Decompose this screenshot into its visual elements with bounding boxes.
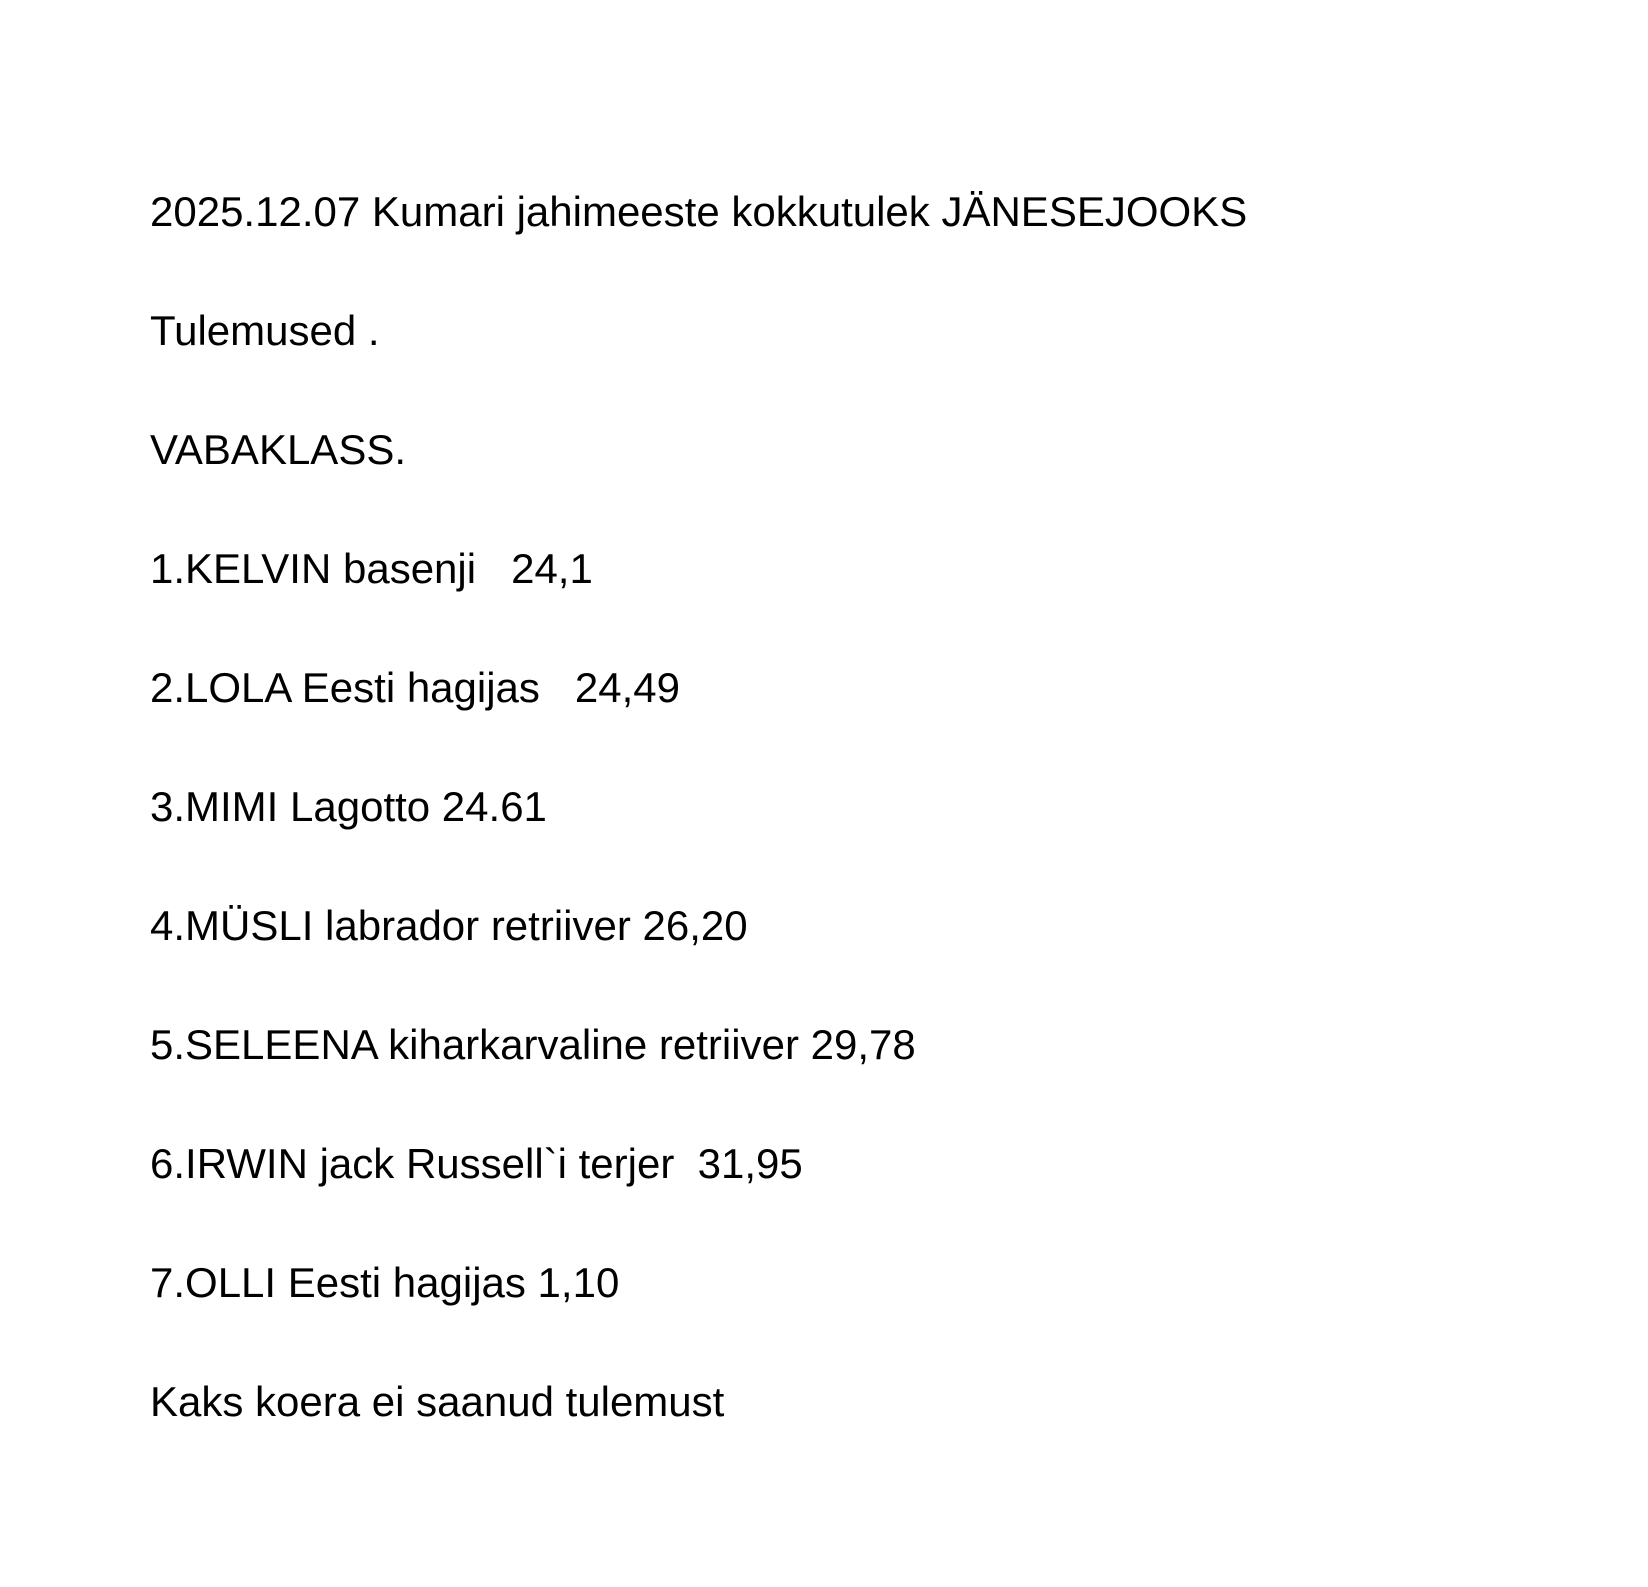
result-item-3: 3.MIMI Lagotto 24.61 xyxy=(150,783,547,830)
result-item-4: 4.MÜSLI labrador retriiver 26,20 xyxy=(150,902,748,949)
results-subtitle: Tulemused . xyxy=(150,307,380,354)
result-item-1: 1.KELVIN basenji 24,1 xyxy=(150,545,593,592)
results-document xyxy=(150,188,1590,1497)
document-title: 2025.12.07 Kumari jahimeeste kokkutulek JÄNESEJOOKS xyxy=(150,188,1248,235)
result-item-6: 6.IRWIN jack Russell`i terjer 31,95 xyxy=(150,1140,803,1187)
result-item-5: 5.SELEENA kiharkarvaline retriiver 29,78 xyxy=(150,1021,916,1068)
class-heading: VABAKLASS. xyxy=(150,426,407,473)
no-result-note: Kaks koera ei saanud tulemust xyxy=(150,1378,725,1425)
result-item-7: 7.OLLI Eesti hagijas 1,10 xyxy=(150,1259,620,1306)
result-item-2: 2.LOLA Eesti hagijas 24,49 xyxy=(150,664,681,711)
